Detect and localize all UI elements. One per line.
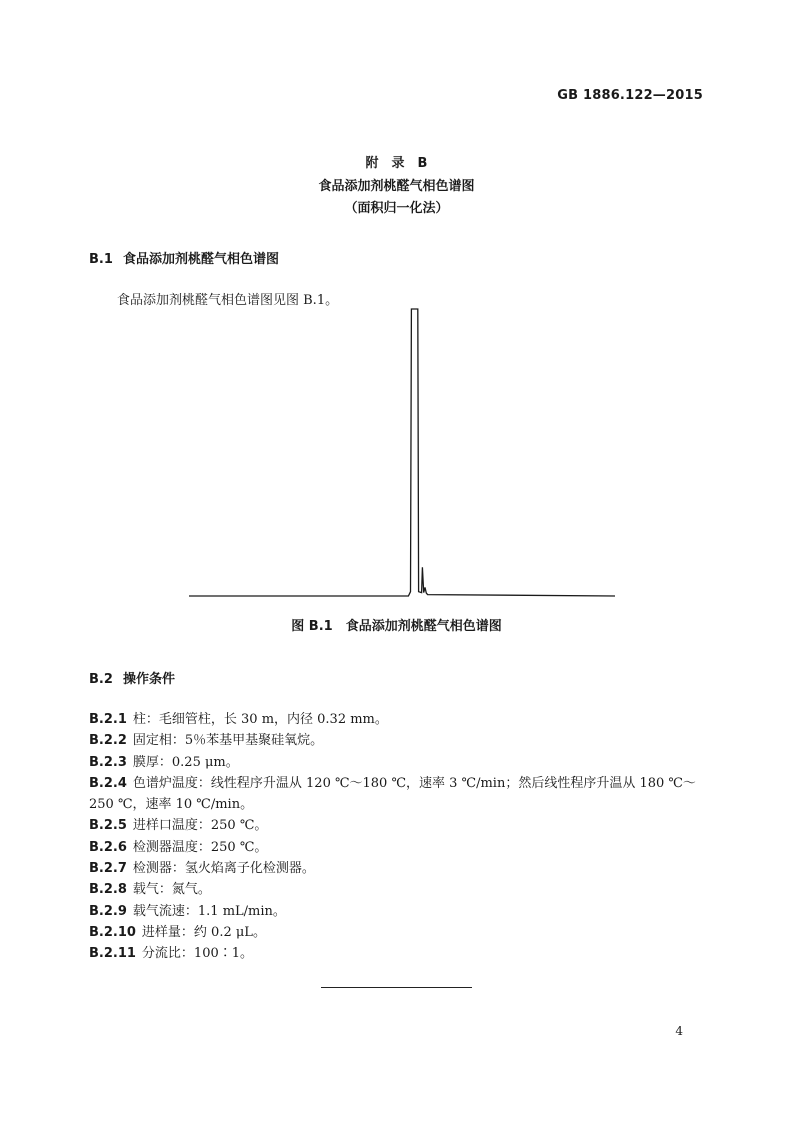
condition-text: 进样量：约 0.2 μL。 — [141, 924, 266, 940]
appendix-label: 附 录 B — [365, 156, 428, 171]
section-b2-number: B.2 — [89, 672, 113, 687]
condition-item — [89, 837, 709, 858]
condition-text: 分流比：100∶1。 — [141, 946, 254, 962]
condition-item — [89, 943, 709, 964]
page-number: 4 — [675, 1024, 683, 1038]
section-b1-text: 食品添加剂桃醛气相色谱图见图 B.1。 — [117, 293, 339, 308]
condition-text: 载气：氮气。 — [132, 882, 211, 898]
condition-text: 固定相：5％苯基甲基聚硅氧烷。 — [132, 733, 324, 749]
condition-item — [89, 709, 709, 730]
condition-text: 进样口温度：250 ℃。 — [132, 818, 268, 834]
section-b1-title: 食品添加剂桃醛气相色谱图 — [123, 252, 280, 267]
condition-text: 检测器：氢火焰离子化检测器。 — [132, 861, 315, 877]
condition-text: 色谱炉温度：线性程序升温从 120 ℃～180 ℃，速率 3 ℃/min；然后线性程序升温从 180 ℃～250 ℃，速率 10 ℃/min。 — [89, 775, 696, 813]
condition-text: 载气流速：1.1 mL/min。 — [132, 903, 286, 919]
condition-key: B.2.6 — [89, 839, 127, 855]
chromatogram-chart — [188, 308, 616, 600]
condition-item — [89, 752, 709, 773]
condition-key: B.2.10 — [89, 924, 136, 940]
section-b2-heading — [89, 668, 175, 687]
condition-key: B.2.3 — [89, 754, 127, 770]
standard-code: GB 1886.122—2015 — [557, 88, 703, 103]
condition-key: B.2.7 — [89, 861, 127, 877]
condition-item — [89, 879, 709, 900]
section-b1-heading — [89, 248, 279, 267]
condition-item — [89, 815, 709, 836]
condition-item — [89, 858, 709, 879]
end-rule — [321, 987, 472, 988]
section-b2-title: 操作条件 — [123, 672, 176, 687]
figure-caption: 图 B.1 食品添加剂桃醛气相色谱图 — [291, 619, 502, 634]
condition-key: B.2.8 — [89, 882, 127, 898]
chromatogram-trace — [189, 309, 615, 596]
condition-key: B.2.4 — [89, 775, 127, 791]
condition-text: 柱：毛细管柱，长 30 m，内径 0.32 mm。 — [132, 712, 388, 727]
condition-text: 膜厚：0.25 μm。 — [132, 754, 239, 770]
condition-key: B.2.9 — [89, 903, 127, 919]
operating-conditions-list — [89, 709, 709, 965]
condition-key: B.2.1 — [89, 712, 127, 727]
condition-key: B.2.11 — [89, 946, 136, 962]
condition-item — [89, 773, 709, 816]
appendix-subtitle: （面积归一化法） — [344, 201, 449, 216]
condition-text: 检测器温度：250 ℃。 — [132, 839, 268, 855]
condition-item — [89, 922, 709, 943]
condition-key: B.2.5 — [89, 818, 127, 834]
condition-item — [89, 901, 709, 922]
section-b1-number: B.1 — [89, 252, 113, 267]
condition-key: B.2.2 — [89, 733, 127, 749]
appendix-title: 食品添加剂桃醛气相色谱图 — [318, 179, 475, 194]
condition-item — [89, 730, 709, 751]
